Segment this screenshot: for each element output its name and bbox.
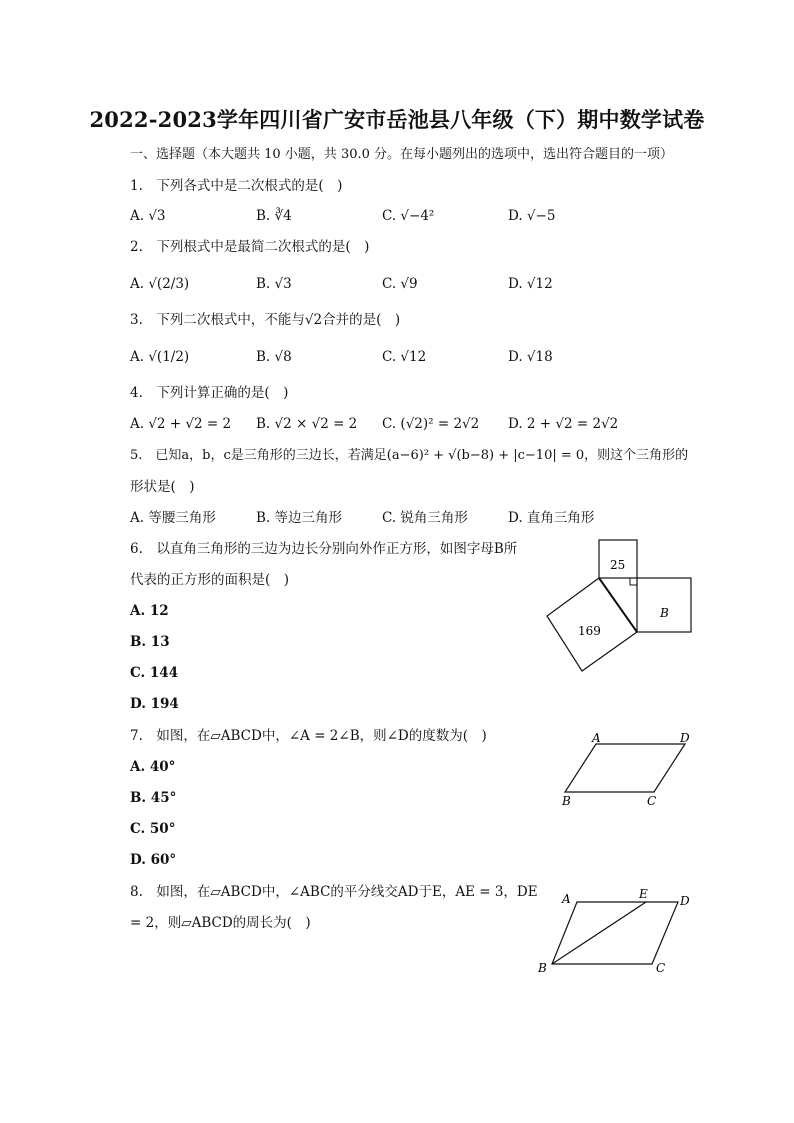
question-4-option-c[interactable]: C. (√2)² = 2√2 [382, 416, 480, 432]
question-1-option-d[interactable]: D. √−5 [508, 208, 556, 224]
question-6-option-d[interactable]: D. 194 [130, 696, 179, 712]
question-8-figure [532, 882, 702, 978]
question-2-option-b[interactable]: B. √3 [256, 276, 292, 292]
square-b [637, 578, 691, 632]
question-4-option-b[interactable]: B. √2 × √2 = 2 [256, 416, 358, 432]
question-7-option-a[interactable]: A. 40° [130, 759, 176, 775]
question-2-option-a[interactable]: A. √(2/3) [130, 276, 190, 292]
question-1-option-b[interactable]: B. ∛4 [256, 208, 292, 224]
label-b: B [660, 606, 669, 620]
point-e-label: E [639, 887, 648, 901]
question-6-stem-continued: 代表的正方形的面积是( ) [130, 572, 290, 588]
question-5-stem: 5. 已知a，b，c是三角形的三边长，若满足(a−6)² + √(b−8) + |c−10| = 0，则这个三角形的 [130, 448, 689, 463]
question-2-option-c[interactable]: C. √9 [382, 276, 418, 292]
triangle-hypotenuse [599, 578, 637, 632]
question-8-stem: 8. 如图，在▱ABCD中，∠ABC的平分线交AD于E，AE = 3，DE [130, 884, 538, 900]
question-7-option-c[interactable]: C. 50° [130, 821, 176, 837]
angle-bisector-be [552, 902, 646, 964]
question-5-option-c[interactable]: C. 锐角三角形 [382, 510, 468, 526]
question-5-option-b[interactable]: B. 等边三角形 [256, 510, 343, 526]
question-3-option-b[interactable]: B. √8 [256, 349, 292, 365]
vertex-c-label: C [647, 794, 657, 808]
vertex-c-label: C [656, 961, 666, 975]
question-5-stem-continued: 形状是( ) [130, 479, 195, 495]
vertex-d-label: D [680, 894, 690, 908]
question-8-stem-continued: = 2，则▱ABCD的周长为( ) [130, 915, 311, 931]
section-heading: 一、选择题（本大题共 10 小题，共 30.0 分。在每小题列出的选项中，选出符合题目的一项） [130, 147, 674, 162]
question-4-stem: 4. 下列计算正确的是( ) [130, 385, 289, 401]
question-7-option-d[interactable]: D. 60° [130, 852, 177, 868]
question-5-option-d[interactable]: D. 直角三角形 [508, 510, 595, 526]
question-2-stem: 2. 下列根式中是最简二次根式的是( ) [130, 239, 370, 255]
vertex-a-label: A [592, 731, 601, 745]
question-3-option-a[interactable]: A. √(1/2) [130, 349, 190, 365]
question-2-option-d[interactable]: D. √12 [508, 276, 553, 292]
question-7-stem: 7. 如图，在▱ABCD中，∠A = 2∠B，则∠D的度数为( ) [130, 728, 487, 744]
question-6-option-c[interactable]: C. 144 [130, 665, 179, 681]
question-5-option-a[interactable]: A. 等腰三角形 [130, 510, 216, 526]
question-6-stem: 6. 以直角三角形的三边为边长分别向外作正方形，如图字母B所 [130, 541, 518, 557]
question-7-figure [555, 725, 700, 810]
parallelogram-abcd [552, 902, 678, 964]
question-3-stem: 3. 下列二次根式中，不能与√2合并的是( ) [130, 312, 401, 328]
label-169: 169 [578, 624, 601, 638]
question-4-option-a[interactable]: A. √2 + √2 = 2 [130, 416, 232, 432]
vertex-b-label: B [562, 794, 571, 808]
vertex-d-label: D [680, 731, 690, 745]
vertex-a-label: A [562, 892, 571, 906]
question-6-figure [540, 535, 700, 675]
question-1-option-a[interactable]: A. √3 [130, 208, 166, 224]
right-angle-mark [630, 578, 637, 585]
question-1-option-c[interactable]: C. √−4² [382, 208, 435, 224]
question-3-option-c[interactable]: C. √12 [382, 349, 427, 365]
vertex-b-label: B [538, 961, 547, 975]
label-25: 25 [610, 558, 626, 572]
parallelogram-abcd [565, 744, 685, 792]
question-4-option-d[interactable]: D. 2 + √2 = 2√2 [508, 416, 619, 432]
question-7-option-b[interactable]: B. 45° [130, 790, 177, 806]
page-title: 2022-2023学年四川省广安市岳池县八年级（下）期中数学试卷 [89, 107, 705, 132]
question-3-option-d[interactable]: D. √18 [508, 349, 553, 365]
question-6-option-b[interactable]: B. 13 [130, 634, 170, 650]
question-1-stem: 1. 下列各式中是二次根式的是( ) [130, 178, 343, 194]
question-6-option-a[interactable]: A. 12 [130, 603, 169, 619]
